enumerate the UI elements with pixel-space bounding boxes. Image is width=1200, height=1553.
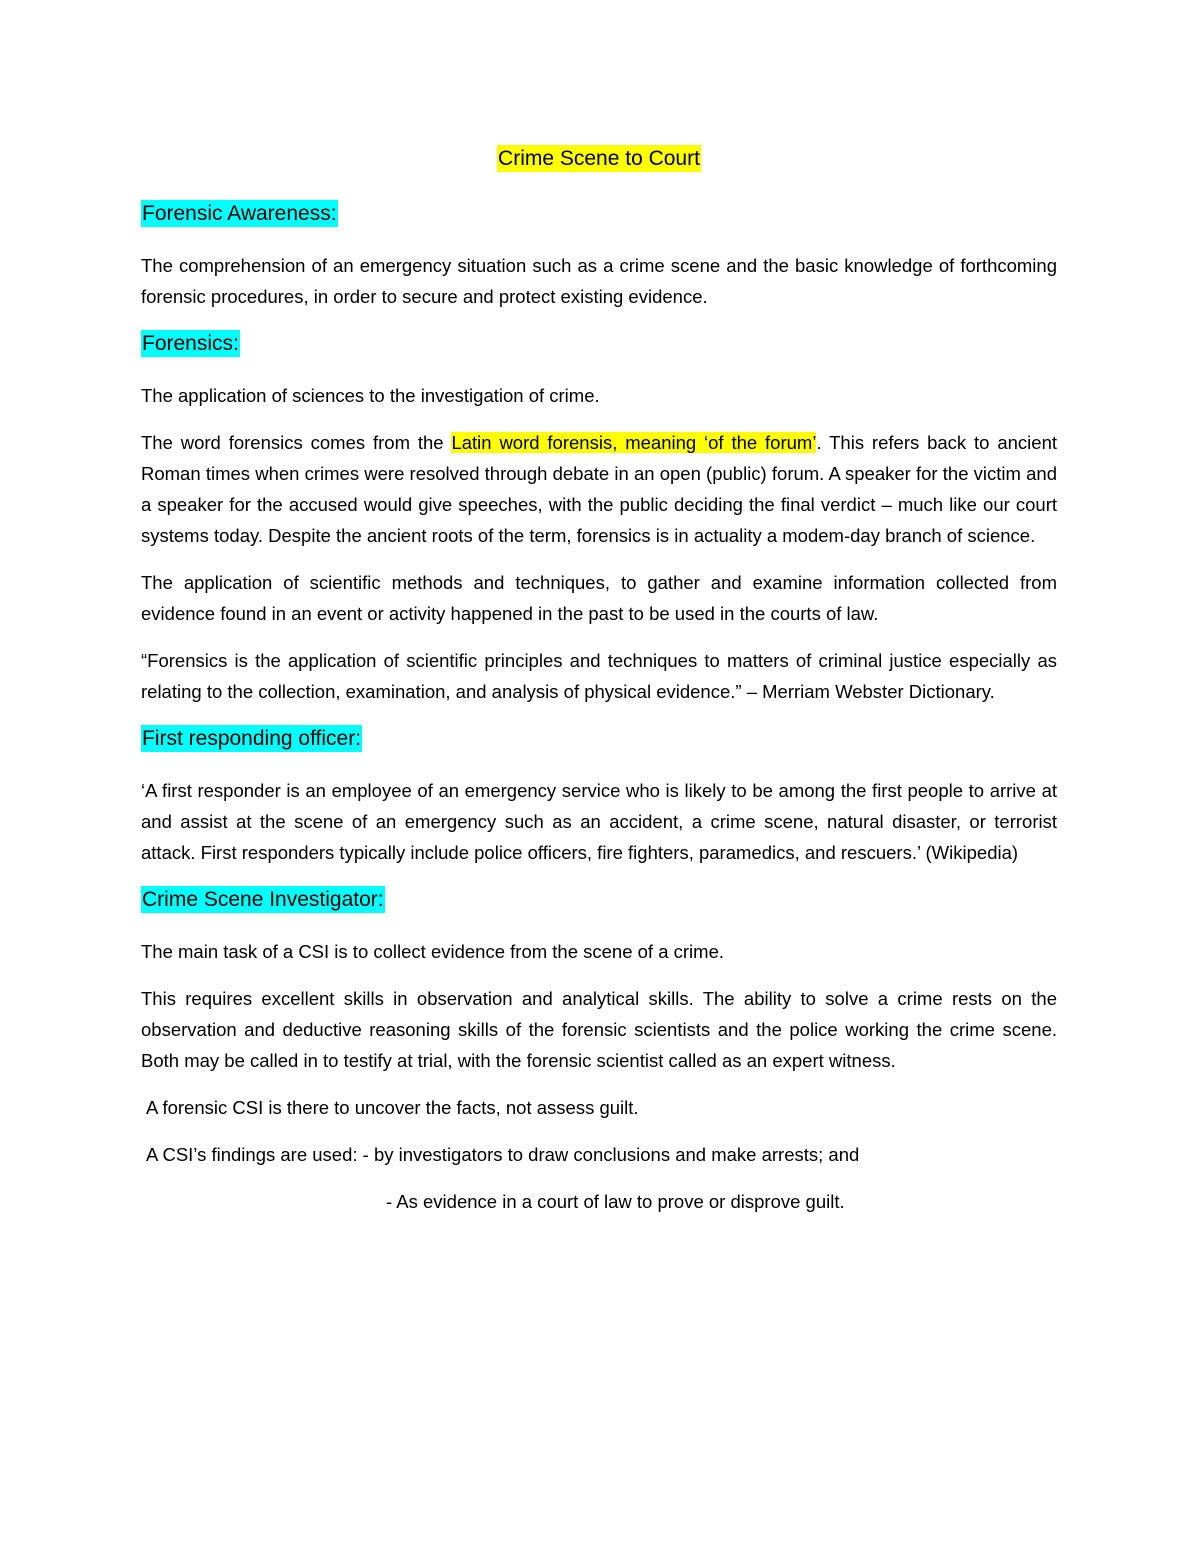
heading-first-responding-officer-text: First responding officer: [142, 727, 362, 750]
csi-facts-paragraph: A forensic CSI is there to uncover the facts, not assess guilt. [146, 1097, 639, 1118]
forensics-quote-paragraph: “Forensics is the application of scientific principles and techniques to matters of criminal justice especially as relating to the collection, examination, and analysis of physical evidence.” – Merriam Webster Dictionary. [141, 650, 1057, 702]
csi-findings-first-use: A CSI’s findings are used: - by investigators to draw conclusions and make arrests; and [146, 1144, 860, 1165]
heading-forensics [141, 328, 1057, 362]
forensics-etymology-paragraph [141, 427, 1057, 551]
heading-first-responding-officer [141, 723, 1057, 757]
forensic-awareness-definition: The comprehension of an emergency situation such as a crime scene and the basic knowledge of forthcoming forensic procedures, in order to secure and protect existing evidence. [141, 255, 1057, 307]
heading-forensic-awareness [141, 198, 1057, 232]
csi-main-task: The main task of a CSI is to collect evidence from the scene of a crime. [141, 941, 725, 962]
document-body [141, 143, 1057, 1233]
forensics-definition: The application of sciences to the investigation of crime. [141, 385, 600, 406]
document-title: Crime Scene to Court [498, 147, 700, 170]
heading-crime-scene-investigator-text: Crime Scene Investigator: [142, 888, 384, 911]
etymology-intro-text: The word forensics comes from the [141, 432, 452, 453]
first-responder-definition: ‘A first responder is an employee of an emergency service who is likely to be among the first people to arrive at and assist at the scene of an emergency such as an accident, a crime scene, natural disaster, or terrorist attack. First responders typically include police officers, fire fighters, paramedics, and rescuers.’ (Wikipedia) [141, 780, 1057, 863]
etymology-rest-text: . This refers back to ancient Roman times when crimes were resolved through debate in an open (public) forum. A speaker for the victim and a speaker for the accused would give speeches, with the public deciding the final verdict – much like our court systems today. Despite the ancient roots of the term, forensics is in actuality a modem-day branch of science. [141, 432, 1058, 546]
csi-findings-second-use: - As evidence in a court of law to prove or disprove guilt. [386, 1191, 845, 1212]
etymology-highlighted-text: Latin word forensis, meaning ‘of the forum’ [451, 432, 817, 453]
heading-forensic-awareness-text: Forensic Awareness: [142, 202, 337, 225]
title-block [141, 143, 1057, 177]
heading-forensics-text: Forensics: [142, 332, 239, 355]
heading-crime-scene-investigator [141, 884, 1057, 918]
csi-skills-paragraph: This requires excellent skills in observation and analytical skills. The ability to solve a crime rests on the observation and deductive reasoning skills of the forensic scientists and the police working the crime scene. Both may be called in to testify at trial, with the forensic scientist called as an expert witness. [141, 988, 1057, 1071]
forensics-methods-paragraph: The application of scientific methods and techniques, to gather and examine information collected from evidence found in an event or activity happened in the past to be used in the courts of law. [141, 572, 1057, 624]
